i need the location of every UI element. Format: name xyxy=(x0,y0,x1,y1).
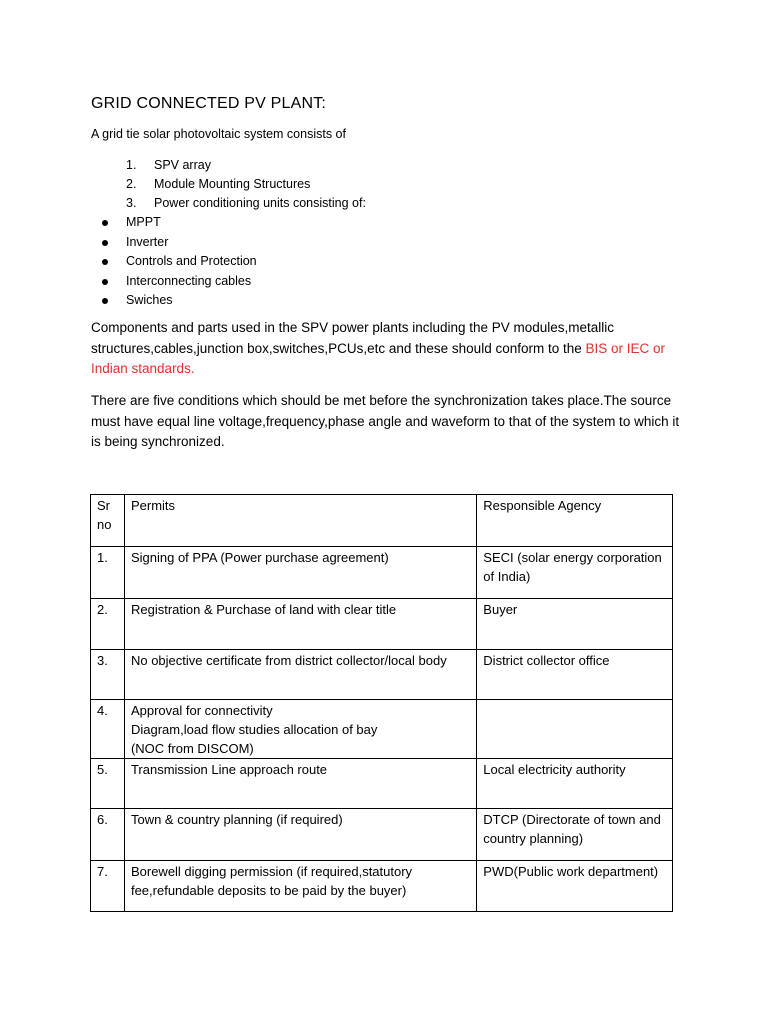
header-sr-no: Sr no xyxy=(91,495,125,547)
table-header-row xyxy=(91,495,673,547)
cell-sr-no: 6. xyxy=(91,809,125,861)
header-responsible-agency: Responsible Agency xyxy=(477,495,673,547)
list-item xyxy=(126,175,366,194)
cell-permit: No objective certificate from district collector/local body xyxy=(124,650,476,700)
cell-permit: Registration & Purchase of land with clear title xyxy=(124,599,476,650)
cell-permit: Approval for connectivity Diagram,load flow studies allocation of bay (NOC from DISCOM) xyxy=(124,700,476,759)
bullet-text: Swiches xyxy=(126,293,173,307)
standards-paragraph xyxy=(91,318,691,380)
cell-sr-no: 3. xyxy=(91,650,125,700)
synchronization-paragraph: There are five conditions which should be met before the synchronization takes place.The source must have equal line voltage,frequency,phase angle and waveform to that of the system to which it is being synchronized. xyxy=(91,393,680,449)
bullet-icon xyxy=(102,298,108,304)
cell-permit: Town & country planning (if required) xyxy=(124,809,476,861)
page-title: GRID CONNECTED PV PLANT: xyxy=(91,95,327,112)
cell-permit: Signing of PPA (Power purchase agreement) xyxy=(124,547,476,599)
bullet-icon xyxy=(102,240,108,246)
intro-text: A grid tie solar photovoltaic system consists of xyxy=(91,127,346,141)
bullet-icon xyxy=(102,279,108,285)
cell-agency xyxy=(477,700,673,759)
table-row xyxy=(91,759,673,809)
table-row xyxy=(91,547,673,599)
bullet-text: Inverter xyxy=(126,234,169,249)
permits-table xyxy=(90,494,673,912)
cell-agency: Buyer xyxy=(477,599,673,650)
list-item xyxy=(126,194,366,213)
bullet-item xyxy=(102,291,257,311)
bullet-icon xyxy=(102,220,108,226)
bullet-item xyxy=(102,233,257,253)
cell-agency: District collector office xyxy=(477,650,673,700)
components-list xyxy=(126,156,366,213)
list-number: 1. xyxy=(126,158,137,172)
standards-text: Components and parts used in the SPV power plants including the PV modules,metallic structures,cables,junction box,switches,PCUs,etc and these should conform to the xyxy=(91,320,615,356)
pcu-parts-list xyxy=(102,213,257,311)
standards-highlight: BIS or IEC or Indian standards. xyxy=(91,340,666,376)
list-item-text: Power conditioning units consisting of: xyxy=(154,196,366,210)
cell-agency: DTCP (Directorate of town and country planning) xyxy=(477,809,673,861)
list-number: 3. xyxy=(126,196,137,210)
cell-agency: PWD(Public work department) xyxy=(477,861,673,912)
cell-permit: Transmission Line approach route xyxy=(124,759,476,809)
bullet-text: Interconnecting cables xyxy=(126,273,252,288)
bullet-item xyxy=(102,213,257,233)
table-row xyxy=(91,700,673,759)
list-item xyxy=(126,156,366,175)
list-number: 2. xyxy=(126,177,137,191)
bullet-text: Controls and Protection xyxy=(126,254,257,268)
cell-permit: Borewell digging permission (if required,statutory fee,refundable deposits to be paid by the buyer) xyxy=(124,861,476,912)
bullet-text: MPPT xyxy=(126,215,161,229)
header-permits: Permits xyxy=(124,495,476,547)
table-row xyxy=(91,599,673,650)
table-row xyxy=(91,809,673,861)
cell-sr-no: 4. xyxy=(91,700,125,759)
cell-sr-no: 5. xyxy=(91,759,125,809)
bullet-icon xyxy=(102,259,108,265)
cell-sr-no: 2. xyxy=(91,599,125,650)
cell-sr-no: 7. xyxy=(91,861,125,912)
cell-agency: SECI (solar energy corporation of India) xyxy=(477,547,673,599)
cell-agency: Local electricity authority xyxy=(477,759,673,809)
table-row xyxy=(91,650,673,700)
list-item-text: SPV array xyxy=(154,158,211,172)
cell-sr-no: 1. xyxy=(91,547,125,599)
bullet-item xyxy=(102,252,257,272)
bullet-item xyxy=(102,272,257,292)
table-row xyxy=(91,861,673,912)
list-item-text: Module Mounting Structures xyxy=(154,177,311,191)
